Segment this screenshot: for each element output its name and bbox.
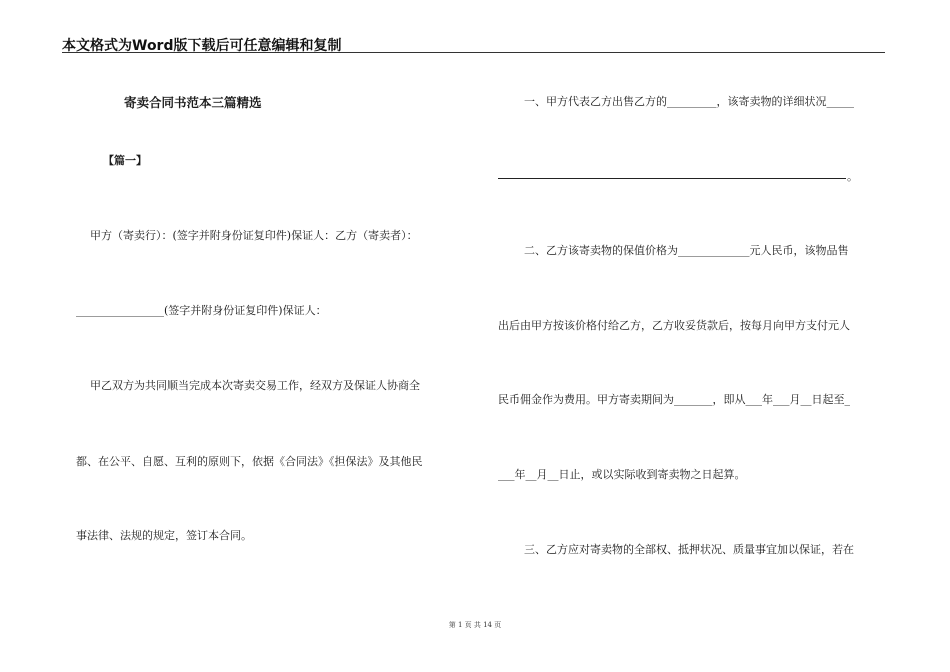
paragraph-line: 三、乙方应对寄卖物的全部权、抵押状况、质量事宜加以保证，若在 <box>524 543 854 556</box>
document-header-banner: 本文格式为Word版下载后可任意编辑和复制 <box>62 38 342 54</box>
paragraph-line: 二、乙方该寄卖物的保值价格为_____________元人民币，该物品售 <box>524 244 849 257</box>
line-end-mark: 。 <box>847 170 858 183</box>
paragraph-line: ________________(签字并附身份证复印件)保证人： <box>76 304 327 317</box>
blank-fill-line <box>498 178 846 179</box>
document-title: 寄卖合同书范本三篇精选 <box>124 95 262 110</box>
section-label: 【篇一】 <box>103 154 147 167</box>
paragraph-line: 民币佣金作为费用。甲方寄卖期间为_______，即从___年___月__日起至_ <box>498 393 850 406</box>
paragraph-line: 甲方（寄卖行）：(签字并附身份证复印件)保证人：乙方（寄卖者）： <box>90 229 418 242</box>
right-column <box>498 0 884 672</box>
paragraph-line: 一、甲方代表乙方出售乙方的_________，该寄卖物的详细状况_____ <box>524 95 854 108</box>
paragraph-line: 出后由甲方按该价格付给乙方，乙方收妥货款后，按每月向甲方支付元人 <box>498 319 850 332</box>
left-column <box>62 0 464 672</box>
page-number: 第 1 页 共 14 页 <box>448 621 502 629</box>
paragraph-line: 都、在公平、自愿、互利的原则下，依据《合同法》《担保法》及其他民 <box>76 455 423 468</box>
paragraph-line: 甲乙双方为共同顺当完成本次寄卖交易工作，经双方及保证人协商全 <box>90 379 420 392</box>
paragraph-line: ___年__月__日止，或以实际收到寄卖物之日起算。 <box>498 468 746 481</box>
paragraph-line: 事法律、法规的规定，签订本合同。 <box>76 529 252 542</box>
